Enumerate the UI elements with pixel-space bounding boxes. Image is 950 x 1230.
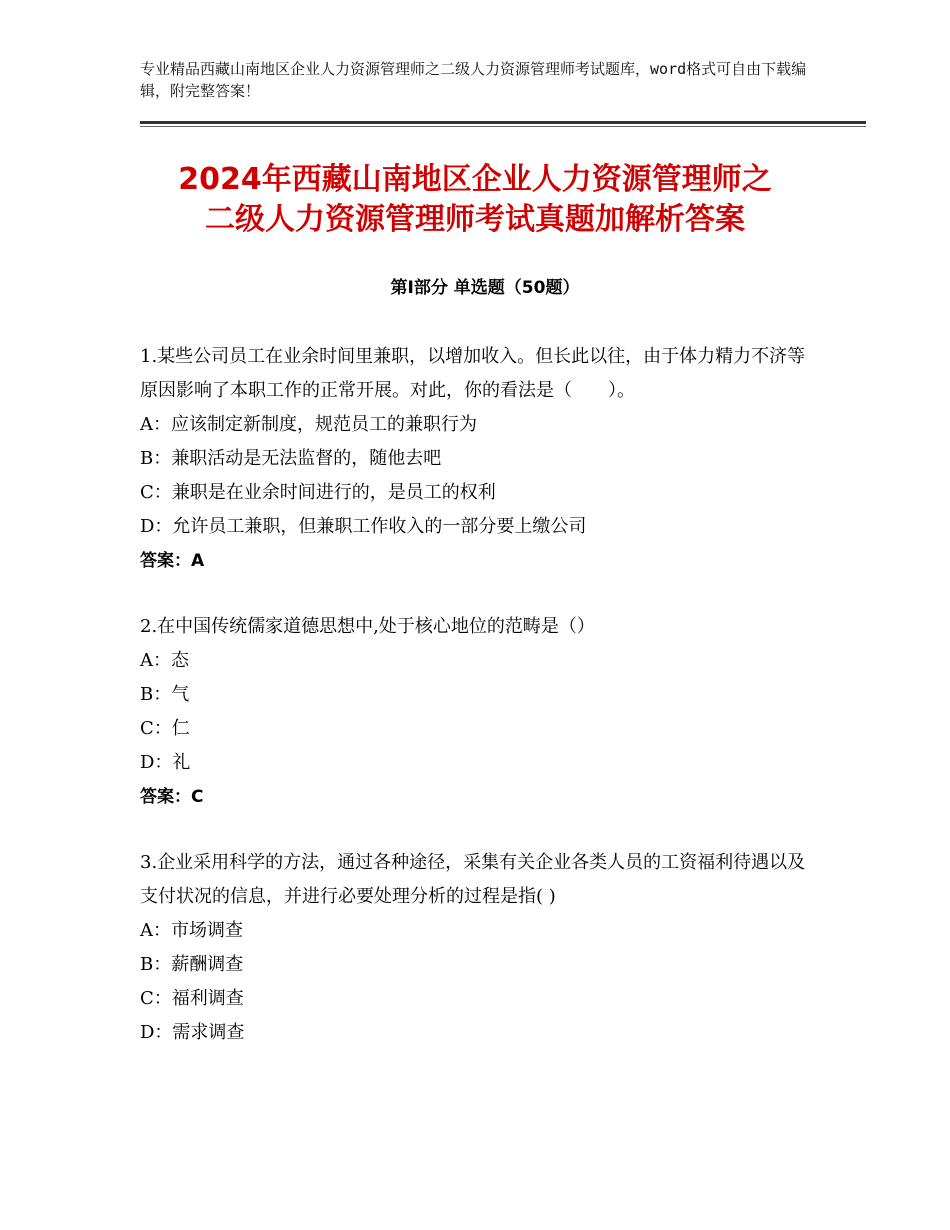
question-stem: 3.企业采用科学的方法，通过各种途径，采集有关企业各类人员的工资福利待遇以及支付状况的信息，并进行必要处理分析的过程是指( ) <box>140 852 806 907</box>
question-2 <box>140 610 820 814</box>
option-d: D：需求调查 <box>140 1022 245 1043</box>
option-a: A：市场调查 <box>140 920 243 941</box>
option-b: B：兼职活动是无法监督的，随他去吧 <box>140 448 442 469</box>
option-c: C：仁 <box>140 718 190 739</box>
answer: 答案：A <box>140 551 205 571</box>
header-note: 专业精品西藏山南地区企业人力资源管理师之二级人力资源管理师考试题库，word格式可自由下载编辑，附完整答案！ <box>140 60 807 100</box>
title-line-1: 2024年西藏山南地区企业人力资源管理师之 <box>178 162 772 197</box>
question-stem: 2.在中国传统儒家道德思想中,处于核心地位的范畴是（） <box>140 616 595 637</box>
option-b: B：气 <box>140 684 190 705</box>
section-title: 第Ⅰ部分 单选题（50题） <box>390 278 580 298</box>
option-d: D：礼 <box>140 752 191 773</box>
header-rule-thick <box>140 121 866 124</box>
question-3 <box>140 846 820 1050</box>
option-c: C：福利调查 <box>140 988 244 1009</box>
option-a: A：应该制定新制度，规范员工的兼职行为 <box>140 414 477 435</box>
document-title <box>100 160 850 240</box>
question-stem: 1.某些公司员工在业余时间里兼职，以增加收入。但长此以往，由于体力精力不济等原因影响了本职工作的正常开展。对此，你的看法是（ ）。 <box>140 346 806 401</box>
header-rule-thin <box>140 126 866 127</box>
option-b: B：薪酬调查 <box>140 954 244 975</box>
option-c: C：兼职是在业余时间进行的，是员工的权利 <box>140 482 496 503</box>
question-list <box>140 340 820 1082</box>
option-d: D：允许员工兼职，但兼职工作收入的一部分要上缴公司 <box>140 516 587 537</box>
question-1 <box>140 340 820 578</box>
title-line-2: 二级人力资源管理师考试真题加解析答案 <box>205 202 745 237</box>
answer: 答案：C <box>140 787 204 807</box>
option-a: A：态 <box>140 650 189 671</box>
